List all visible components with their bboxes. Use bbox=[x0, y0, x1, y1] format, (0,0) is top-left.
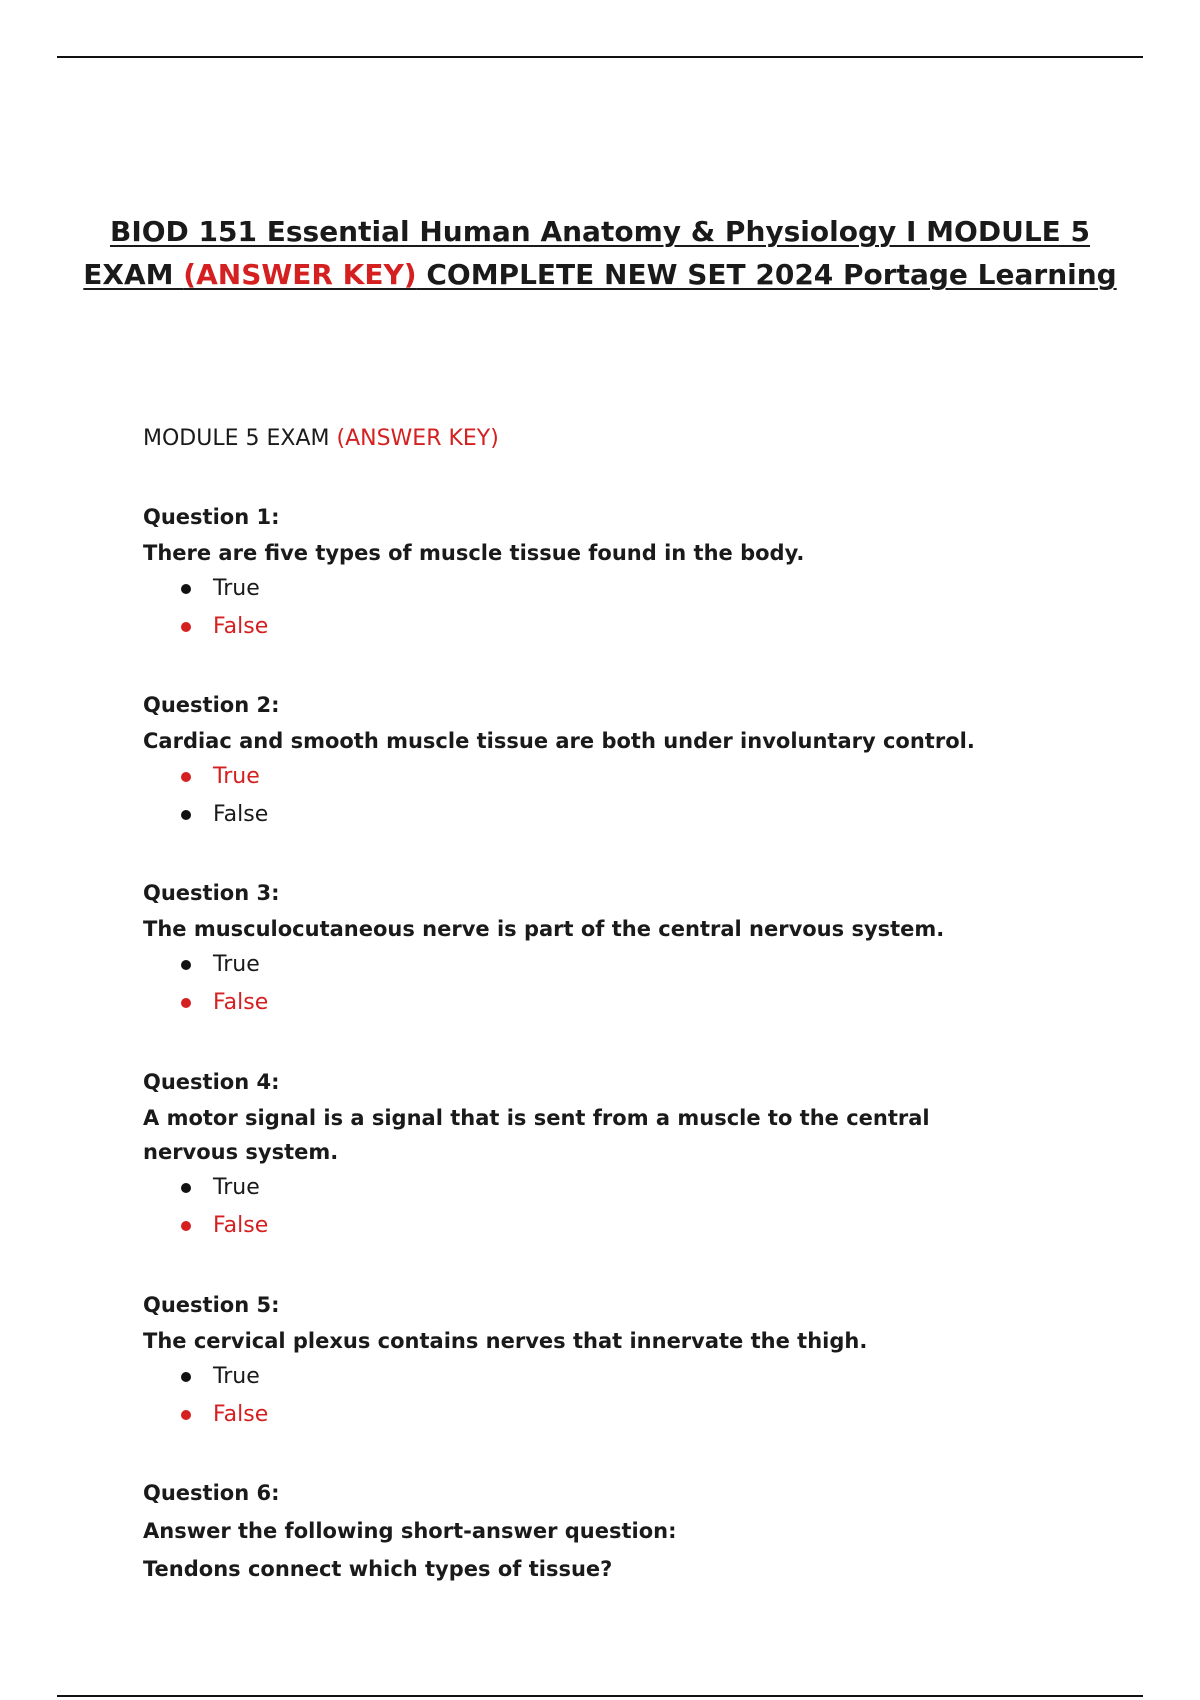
option-false bbox=[143, 1207, 1003, 1245]
bullet-icon bbox=[181, 1183, 191, 1193]
question-label: Question 1: bbox=[143, 505, 280, 529]
option-true bbox=[143, 1358, 1043, 1396]
option-list bbox=[143, 1169, 1003, 1245]
bullet-icon bbox=[181, 1410, 191, 1420]
bullet-icon bbox=[181, 622, 191, 632]
question-label: Question 4: bbox=[143, 1070, 280, 1094]
option-true bbox=[143, 570, 1043, 608]
question-3 bbox=[143, 874, 1043, 1022]
option-true bbox=[143, 758, 1043, 796]
option-label: True bbox=[213, 1364, 260, 1389]
document-title bbox=[60, 210, 1140, 296]
question-text: The musculocutaneous nerve is part of the central nervous system. bbox=[143, 917, 945, 941]
bullet-icon bbox=[181, 998, 191, 1008]
option-label: False bbox=[213, 990, 269, 1015]
bullet-icon bbox=[181, 584, 191, 594]
option-list bbox=[143, 1358, 1043, 1434]
option-label: True bbox=[213, 952, 260, 977]
subheading-answer-key: (ANSWER KEY) bbox=[336, 426, 499, 451]
option-list bbox=[143, 570, 1043, 646]
bullet-icon bbox=[181, 1221, 191, 1231]
question-1 bbox=[143, 498, 1043, 646]
subheading-prefix: MODULE 5 EXAM bbox=[143, 426, 337, 451]
question-label: Question 5: bbox=[143, 1293, 280, 1317]
question-6 bbox=[143, 1474, 1043, 1588]
option-label: True bbox=[213, 576, 260, 601]
question-5 bbox=[143, 1286, 1043, 1434]
question-text: Tendons connect which types of tissue? bbox=[143, 1557, 613, 1581]
bullet-icon bbox=[181, 960, 191, 970]
option-label: True bbox=[213, 764, 260, 789]
option-label: False bbox=[213, 1402, 269, 1427]
bullet-icon bbox=[181, 772, 191, 782]
bullet-icon bbox=[181, 1372, 191, 1382]
question-4 bbox=[143, 1063, 1003, 1245]
question-text: A motor signal is a signal that is sent from a muscle to the central nervous system. bbox=[143, 1106, 930, 1164]
question-text: Cardiac and smooth muscle tissue are both under involuntary control. bbox=[143, 729, 975, 753]
option-label: False bbox=[213, 802, 269, 827]
exam-subheading bbox=[143, 426, 499, 451]
title-suffix: COMPLETE NEW SET 2024 Portage Learning bbox=[416, 258, 1117, 291]
option-list bbox=[143, 758, 1043, 834]
title-answer-key: (ANSWER KEY) bbox=[183, 258, 417, 291]
top-rule bbox=[57, 56, 1143, 58]
title-prefix: BIOD 151 Essential Human Anatomy & Physiology I MODULE 5 EXAM bbox=[83, 215, 1091, 291]
option-label: True bbox=[213, 1175, 260, 1200]
bottom-rule bbox=[57, 1695, 1143, 1697]
question-text: The cervical plexus contains nerves that innervate the thigh. bbox=[143, 1329, 868, 1353]
option-label: False bbox=[213, 614, 269, 639]
bullet-icon bbox=[181, 810, 191, 820]
option-label: False bbox=[213, 1213, 269, 1238]
option-list bbox=[143, 946, 1043, 1022]
question-text: There are five types of muscle tissue found in the body. bbox=[143, 541, 805, 565]
option-true bbox=[143, 1169, 1003, 1207]
question-2 bbox=[143, 686, 1043, 834]
question-label: Question 6: bbox=[143, 1481, 280, 1505]
question-label: Question 2: bbox=[143, 693, 280, 717]
option-false bbox=[143, 1396, 1043, 1434]
option-false bbox=[143, 608, 1043, 646]
question-label: Question 3: bbox=[143, 881, 280, 905]
option-false bbox=[143, 796, 1043, 834]
option-true bbox=[143, 946, 1043, 984]
option-false bbox=[143, 984, 1043, 1022]
question-instruction: Answer the following short-answer question: bbox=[143, 1519, 677, 1543]
